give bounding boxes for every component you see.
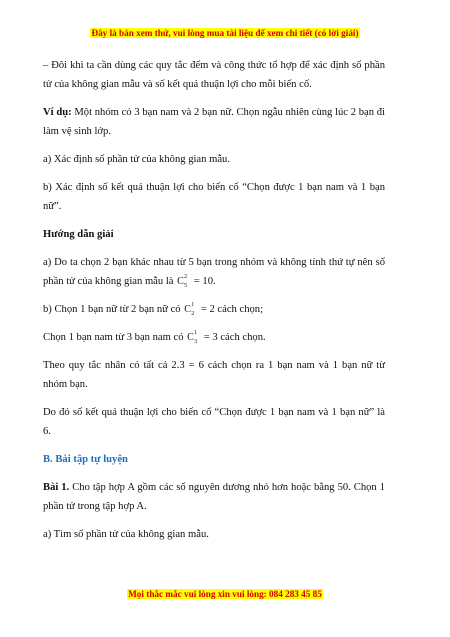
- solution-part-b: [43, 300, 385, 319]
- intro-paragraph: – Đôi khi ta cần dùng các quy tắc đếm và công thức tổ hợp để xác định số phần tử của không gian mẫu và số kết quả thuận lợi cho mỗi biến cố.: [43, 60, 385, 90]
- solution-b-text: b) Chọn 1 bạn nữ từ 2 bạn nữ có: [43, 304, 184, 315]
- combination-symbol: C 1 3: [187, 330, 198, 345]
- exercise-label: Bài 1.: [43, 482, 70, 493]
- solution-b-end: = 2 cách chọn;: [198, 304, 264, 315]
- example-part-b: b) Xác định số kết quả thuận lợi cho biến cố “Chọn được 1 bạn nam và 1 bạn nữ”.: [43, 182, 385, 212]
- example-label: Ví dụ:: [43, 107, 72, 118]
- preview-banner: [0, 28, 450, 38]
- solution-part-c: [43, 328, 385, 347]
- combination-symbol: C 2 5: [177, 274, 188, 289]
- combination-symbol: C 1 2: [184, 302, 195, 317]
- multiplication-rule-paragraph: Theo quy tắc nhân có tất cả 2.3 = 6 cách chọn ra 1 bạn nam và 1 bạn nữ từ nhóm bạn.: [43, 360, 385, 390]
- section-b-heading: B. Bài tập tự luyện: [43, 454, 128, 465]
- solution-a-end: = 10.: [191, 276, 216, 287]
- solution-a-text: a) Do ta chọn 2 bạn khác nhau từ 5 bạn trong nhóm và không tính thứ tự nên số phần tử của không gian mẫu là: [43, 257, 385, 287]
- contact-banner-text: Mọi thắc mắc vui lòng xin vui lòng: 084 283 45 85: [128, 589, 322, 599]
- example-paragraph: [43, 103, 385, 141]
- conclusion-paragraph: Do đó số kết quả thuận lợi cho biến cố “Chọn được 1 bạn nam và 1 bạn nữ” là 6.: [43, 407, 385, 437]
- solution-heading: Hướng dẫn giải: [43, 229, 114, 240]
- solution-c-end: = 3 cách chọn.: [201, 332, 266, 343]
- exercise-paragraph: [43, 478, 385, 516]
- contact-banner: [0, 589, 450, 599]
- solution-c-text: Chọn 1 bạn nam từ 3 bạn nam có: [43, 332, 187, 343]
- preview-banner-text: Đây là bản xem thử, vui lòng mua tài liệu để xem chi tiết (có lời giải): [91, 28, 359, 38]
- example-part-a: a) Xác định số phần tử của không gian mẫu.: [43, 154, 230, 165]
- example-text: Một nhóm có 3 bạn nam và 2 bạn nữ. Chọn ngẫu nhiên cùng lúc 2 bạn đi làm vệ sinh lớp.: [43, 107, 385, 137]
- solution-part-a: [43, 253, 385, 291]
- document-body: [43, 56, 385, 553]
- exercise-part-a: a) Tìm số phần tử của không gian mẫu.: [43, 529, 209, 540]
- exercise-text: Cho tập hợp A gồm các số nguyên dương nhỏ hơn hoặc bằng 50. Chọn 1 phần tử trong tập hợp A.: [43, 482, 386, 512]
